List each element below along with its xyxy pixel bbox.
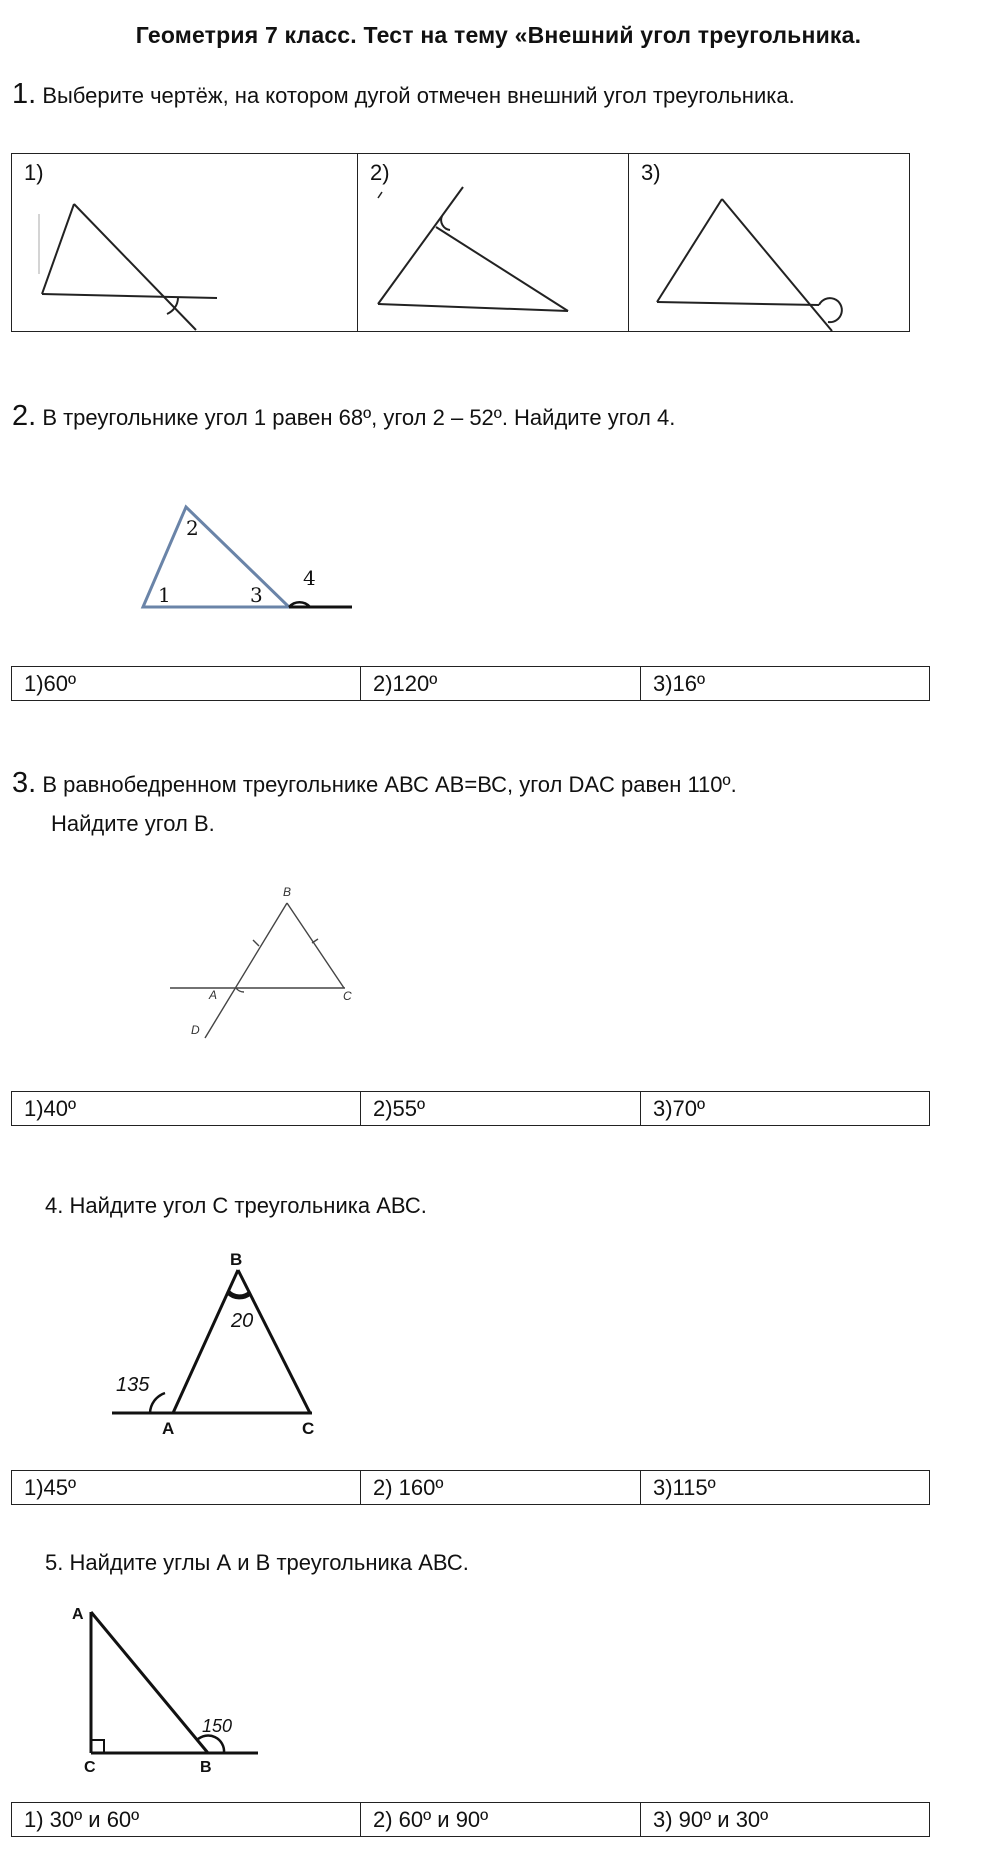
q3-label-d: D [191, 1023, 200, 1037]
q1-option-2-label: 2) [370, 160, 390, 185]
question-3 [12, 767, 737, 800]
q1-option-1[interactable] [12, 154, 358, 332]
question-4-answers [11, 1470, 930, 1505]
q3-answer-1[interactable]: 1)40º [12, 1092, 361, 1126]
q2-answer-2[interactable]: 2)120º [361, 667, 641, 701]
q1-drawing-3 [629, 154, 909, 331]
question-1-number: 1. [12, 78, 37, 110]
q1-option-2[interactable] [358, 154, 629, 332]
q4-answer-2[interactable]: 2) 160º [361, 1471, 641, 1505]
q2-answer-1[interactable]: 1)60º [12, 667, 361, 701]
q1-option-3-label: 3) [641, 160, 661, 185]
q5-label-a: A [72, 1606, 84, 1623]
question-2-answers [11, 666, 930, 701]
q5-answer-2[interactable]: 2) 60º и 90º [361, 1803, 641, 1837]
q4-label-angle-top: 20 [231, 1310, 254, 1332]
q1-drawing-1 [12, 154, 357, 331]
question-1-text: Выберите чертёж, на котором дугой отмечен внешний угол треугольника. [42, 83, 795, 108]
q3-label-c: C [343, 989, 352, 1003]
q4-label-b: B [230, 1250, 243, 1269]
q3-label-a: A [209, 988, 218, 1002]
question-5-text: 5. Найдите углы А и В треугольника АВС. [45, 1550, 469, 1575]
q2-label-angle-2: 2 [186, 516, 199, 540]
q2-label-angle-1: 1 [158, 583, 171, 607]
q3-answer-2[interactable]: 2)55º [361, 1092, 641, 1126]
q1-option-3[interactable] [629, 154, 910, 332]
question-3-text-line-2: Найдите угол В. [51, 811, 215, 836]
q2-label-angle-4: 4 [303, 566, 316, 590]
page-title: Геометрия 7 класс. Тест на тему «Внешний угол треугольника. [135, 22, 862, 48]
q4-label-c: C [302, 1419, 315, 1438]
q4-label-angle-ext: 135 [116, 1374, 150, 1396]
question-1 [12, 78, 795, 111]
question-3-answers [11, 1091, 930, 1126]
q5-label-angle-ext: 150 [202, 1716, 233, 1736]
question-2-number: 2. [12, 400, 37, 432]
q3-label-b: B [283, 885, 292, 899]
q2-label-angle-3: 3 [250, 583, 263, 607]
q5-answer-1[interactable]: 1) 30º и 60º [12, 1803, 361, 1837]
q1-drawing-2 [358, 154, 628, 331]
q5-label-b: B [200, 1759, 212, 1776]
q4-answer-1[interactable]: 1)45º [12, 1471, 361, 1505]
q2-answer-3[interactable]: 3)16º [641, 667, 930, 701]
q4-answer-3[interactable]: 3)115º [641, 1471, 930, 1505]
q4-label-a: A [162, 1419, 175, 1438]
question-1-figure-table [11, 153, 910, 332]
q5-answer-3[interactable]: 3) 90º и 30º [641, 1803, 930, 1837]
q5-label-c: C [84, 1759, 96, 1776]
question-4-text: 4. Найдите угол С треугольника АВС. [45, 1193, 427, 1218]
question-2 [12, 400, 675, 433]
question-5-answers [11, 1802, 930, 1837]
q1-option-1-label: 1) [24, 160, 44, 185]
q3-answer-3[interactable]: 3)70º [641, 1092, 930, 1126]
question-3-text: В равнобедренном треугольнике АВС АВ=ВС, угол DAC равен 110º. [42, 772, 737, 797]
question-2-text: В треугольнике угол 1 равен 68º, угол 2 – 52º. Найдите угол 4. [42, 405, 676, 430]
question-3-number: 3. [12, 767, 37, 799]
